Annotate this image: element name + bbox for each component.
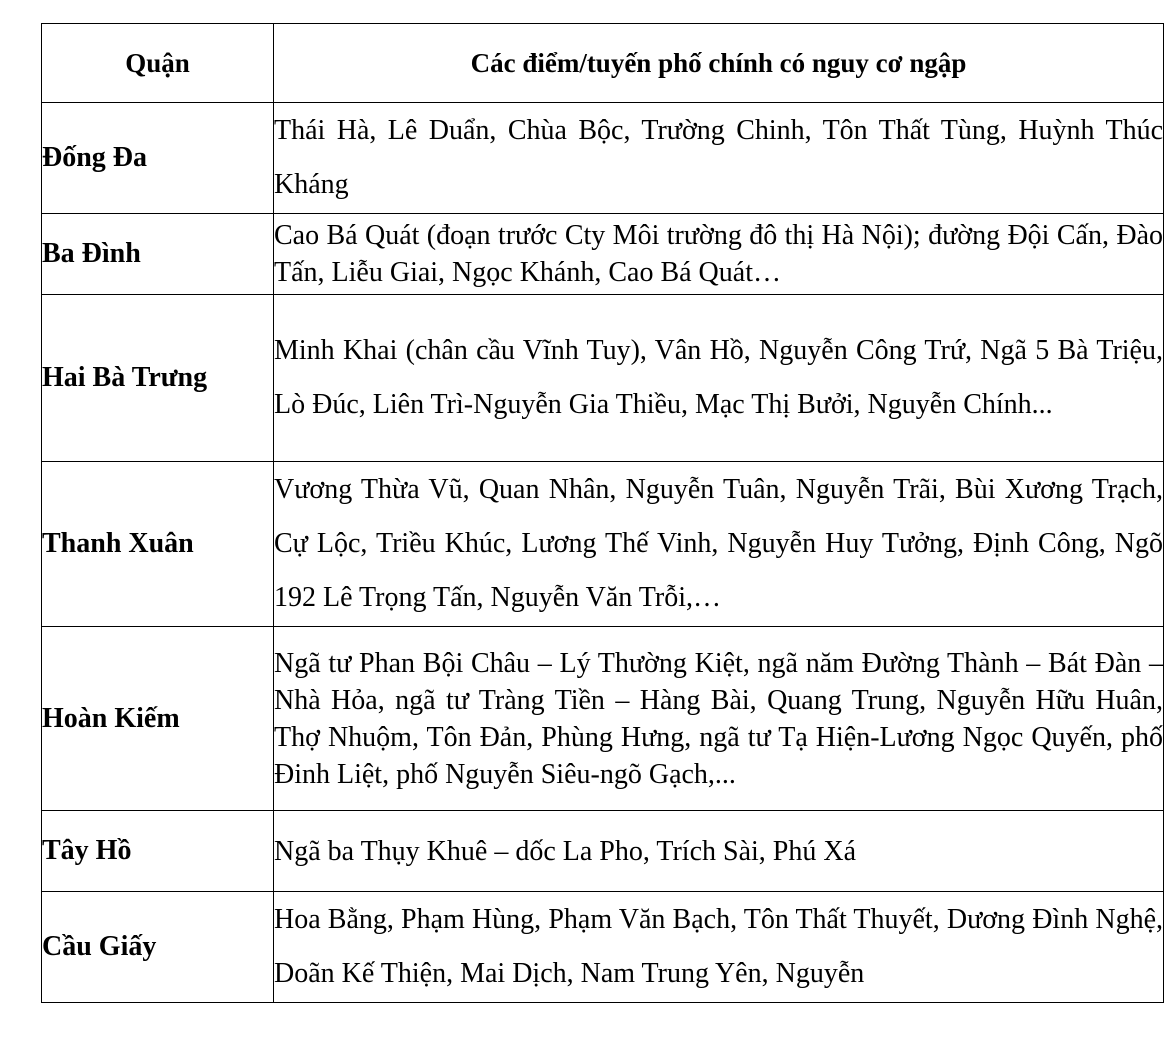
header-streets: Các điểm/tuyến phố chính có nguy cơ ngập [274,24,1164,103]
streets-cell: Minh Khai (chân cầu Vĩnh Tuy), Vân Hồ, Nguyễn Công Trứ, Ngã 5 Bà Triệu, Lò Đúc, Liên Trì-Nguyễn Gia Thiều, Mạc Thị Bưởi, Nguyễn Chính... [274,295,1164,462]
district-cell: Đống Đa [42,103,274,214]
district-cell: Thanh Xuân [42,462,274,627]
header-district: Quận [42,24,274,103]
streets-cell: Ngã tư Phan Bội Châu – Lý Thường Kiệt, ngã năm Đường Thành – Bát Đàn – Nhà Hỏa, ngã tư Tràng Tiền – Hàng Bài, Quang Trung, Nguyễn Hữu Huân, Thợ Nhuộm, Tôn Đản, Phùng Hưng, ngã tư Tạ Hiện-Lương Ngọc Quyến, phố Đinh Liệt, phố Nguyễn Siêu-ngõ Gạch,... [274,627,1164,811]
district-cell: Ba Đình [42,214,274,295]
table-row [42,295,1164,462]
table-row [42,811,1164,892]
table-row [42,627,1164,811]
table-row [42,214,1164,295]
table-row [42,103,1164,214]
table-row [42,462,1164,627]
table-row [42,892,1164,1003]
district-cell: Hoàn Kiếm [42,627,274,811]
streets-cell: Ngã ba Thụy Khuê – dốc La Pho, Trích Sài, Phú Xá [274,811,1164,892]
district-cell: Tây Hồ [42,811,274,892]
streets-cell: Hoa Bằng, Phạm Hùng, Phạm Văn Bạch, Tôn Thất Thuyết, Dương Đình Nghệ, Doãn Kế Thiện, Mai Dịch, Nam Trung Yên, Nguyễn [274,892,1164,1003]
district-cell: Hai Bà Trưng [42,295,274,462]
flood-risk-table [41,23,1164,1003]
streets-cell: Vương Thừa Vũ, Quan Nhân, Nguyễn Tuân, Nguyễn Trãi, Bùi Xương Trạch, Cự Lộc, Triều Khúc, Lương Thế Vinh, Nguyễn Huy Tưởng, Định Công, Ngõ 192 Lê Trọng Tấn, Nguyễn Văn Trỗi,… [274,462,1164,627]
streets-cell: Cao Bá Quát (đoạn trước Cty Môi trường đô thị Hà Nội); đường Đội Cấn, Đào Tấn, Liễu Giai, Ngọc Khánh, Cao Bá Quát… [274,214,1164,295]
header-row [42,24,1164,103]
streets-cell: Thái Hà, Lê Duẩn, Chùa Bộc, Trường Chinh, Tôn Thất Tùng, Huỳnh Thúc Kháng [274,103,1164,214]
district-cell: Cầu Giấy [42,892,274,1003]
